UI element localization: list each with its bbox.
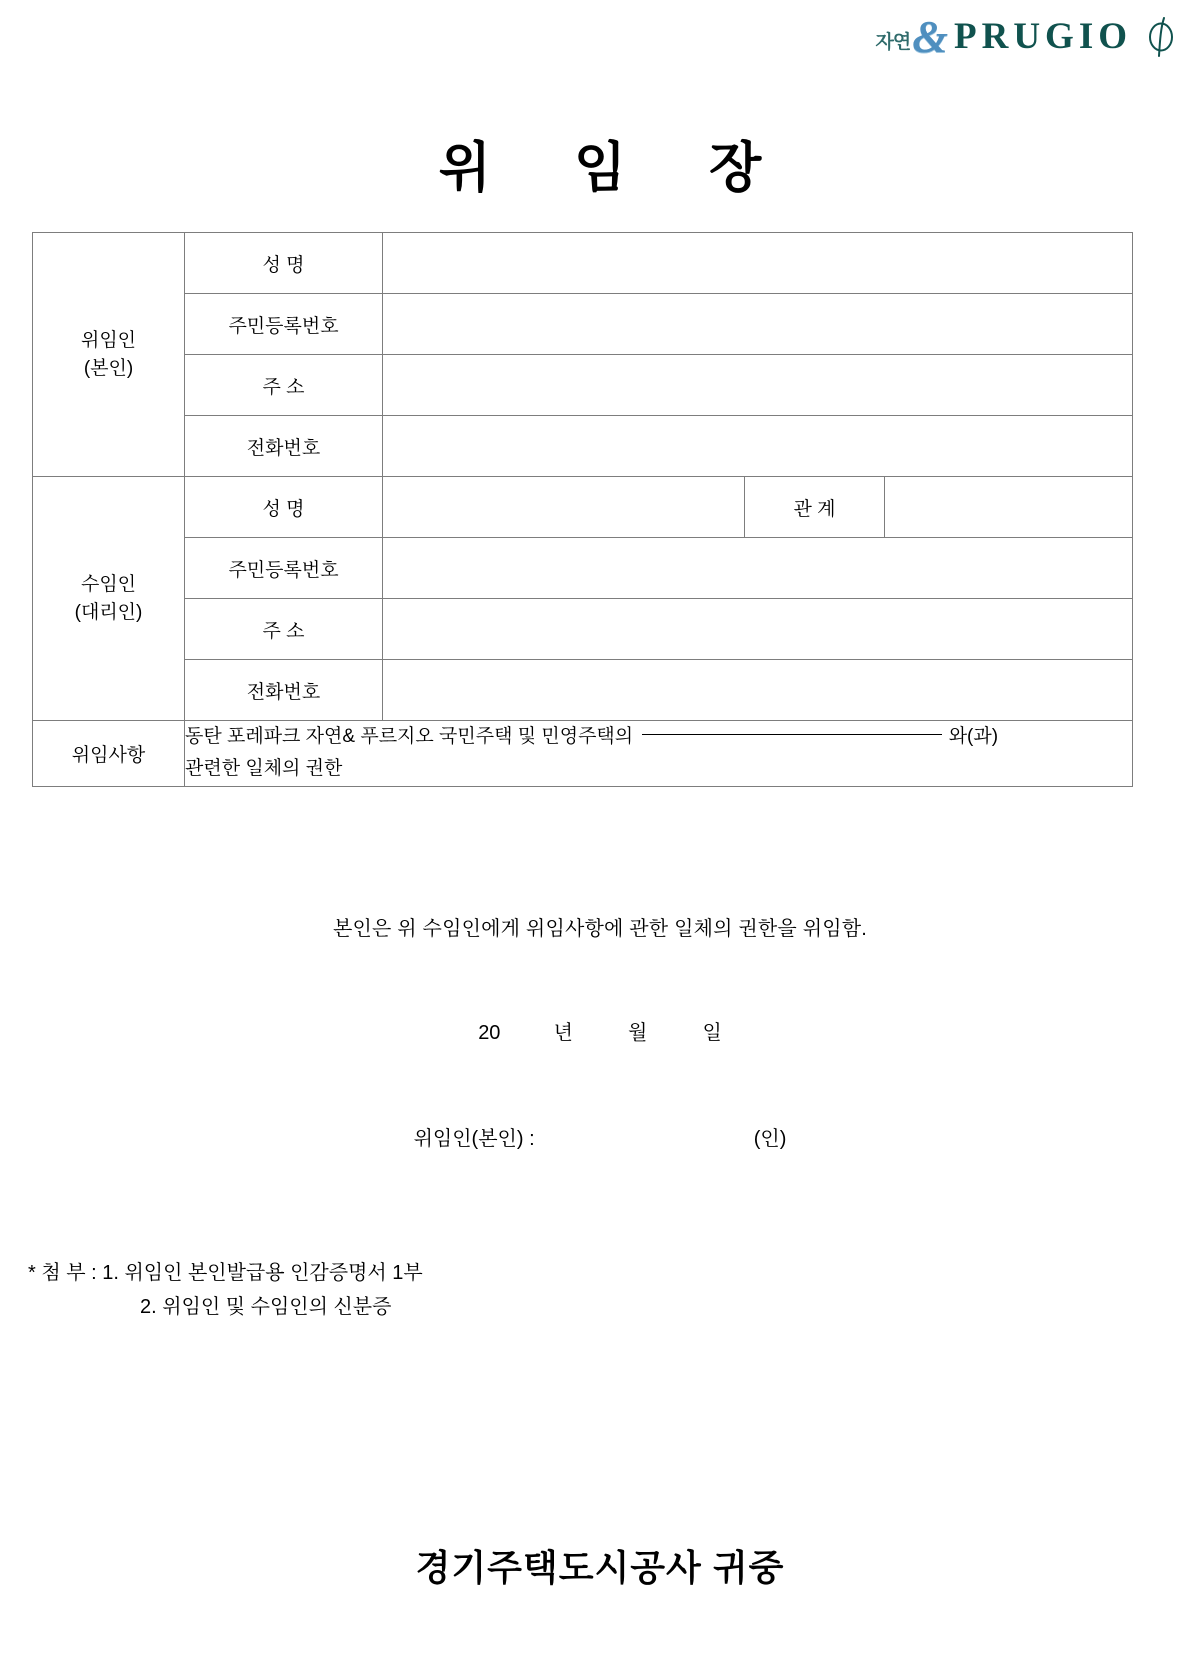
attachment-item-1: * 첨 부 : 1. 위임인 본인발급용 인감증명서 1부 <box>28 1262 423 1284</box>
label-agent-phone: 전화번호 <box>185 660 383 721</box>
group-label-principal-line2: (본인) <box>83 357 134 379</box>
table-row <box>33 233 1133 294</box>
input-agent-name[interactable] <box>383 477 745 538</box>
seal-mark: (인) <box>753 1128 787 1150</box>
signature-label: 위임인(본인) : <box>413 1128 535 1150</box>
phi-leaf-symbol-icon <box>1144 15 1178 59</box>
label-agent-address: 주 소 <box>185 599 383 660</box>
table-row <box>33 355 1133 416</box>
input-agent-rrn[interactable] <box>383 538 1133 599</box>
logo-korean-mark: 자연 <box>875 31 911 53</box>
label-principal-phone: 전화번호 <box>185 416 383 477</box>
date-month-unit: 월 <box>628 1022 648 1044</box>
group-label-agent-line1: 수임인 <box>80 573 137 595</box>
date-year-unit: 년 <box>553 1022 573 1044</box>
input-principal-rrn[interactable] <box>383 294 1133 355</box>
label-agent-rrn: 주민등록번호 <box>185 538 383 599</box>
delegated-matter-content <box>185 721 1133 787</box>
label-principal-name: 성 명 <box>185 233 383 294</box>
delegated-matter-line1 <box>185 721 1132 753</box>
signature-line <box>0 1122 1200 1151</box>
label-principal-address: 주 소 <box>185 355 383 416</box>
input-principal-address[interactable] <box>383 355 1133 416</box>
attachment-item-2: 2. 위임인 및 수임인의 신분증 <box>140 1296 392 1319</box>
page-title: 위 임 장 <box>438 138 796 198</box>
input-principal-phone[interactable] <box>383 416 1133 477</box>
table-row <box>33 416 1133 477</box>
group-label-principal-line1: 위임인 <box>80 329 137 351</box>
logo-ampersand-icon: & <box>912 11 948 62</box>
label-delegated-matter: 위임사항 <box>33 721 185 787</box>
attachments-list <box>28 1256 423 1325</box>
table-row <box>33 294 1133 355</box>
label-agent-relation: 관 계 <box>745 477 885 538</box>
delegated-matter-text-before: 동탄 포레파크 자연& 푸르지오 국민주택 및 민영주택의 <box>185 726 634 747</box>
table-row <box>33 660 1133 721</box>
date-year-prefix: 20 <box>478 1022 501 1044</box>
recipient-organization: 경기주택도시공사 귀중 <box>415 1547 785 1588</box>
date-line <box>0 1016 1200 1045</box>
table-row <box>33 477 1133 538</box>
delegated-matter-line2: 관련한 일체의 권한 <box>185 758 343 780</box>
power-of-attorney-table <box>32 232 1133 787</box>
date-day-unit: 일 <box>702 1022 722 1044</box>
logo-brand-name: PRUGIO <box>954 15 1132 57</box>
group-label-agent-line2: (대리인) <box>74 601 143 623</box>
table-row <box>33 721 1133 787</box>
input-agent-relation[interactable] <box>885 477 1133 538</box>
table-row <box>33 538 1133 599</box>
brand-logo <box>876 8 1179 62</box>
delegated-matter-blank-input[interactable] <box>642 733 942 735</box>
input-agent-phone[interactable] <box>383 660 1133 721</box>
group-label-principal <box>33 233 185 477</box>
table-row <box>33 599 1133 660</box>
delegation-statement: 본인은 위 수임인에게 위임사항에 관한 일체의 권한을 위임함. <box>332 918 868 940</box>
group-label-agent <box>33 477 185 721</box>
input-principal-name[interactable] <box>383 233 1133 294</box>
input-agent-address[interactable] <box>383 599 1133 660</box>
label-principal-rrn: 주민등록번호 <box>185 294 383 355</box>
label-agent-name: 성 명 <box>185 477 383 538</box>
delegated-matter-text-after: 와(과) <box>948 726 999 747</box>
